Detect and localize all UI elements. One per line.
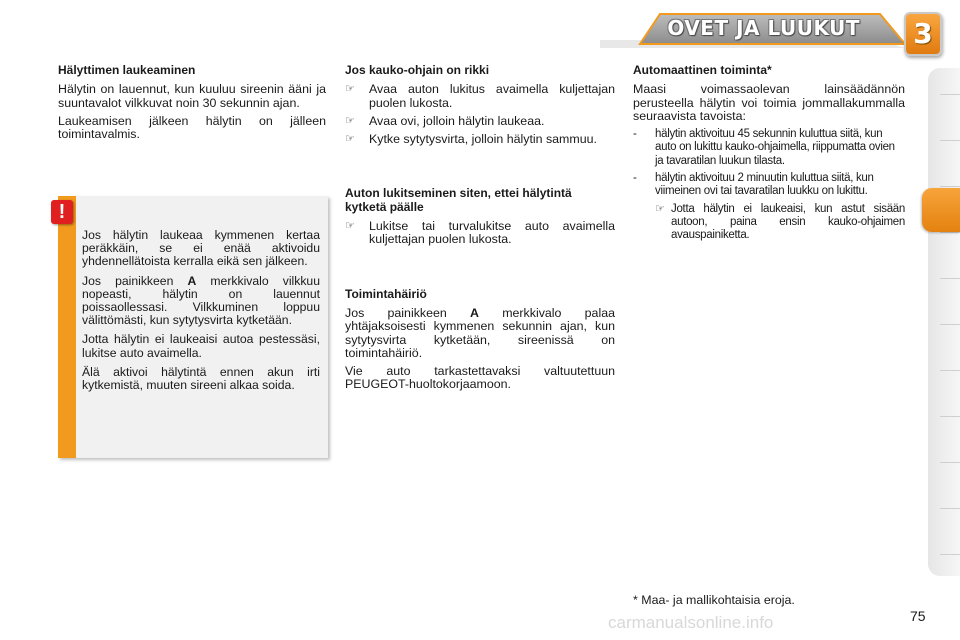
alarm-ready-paragraph: Laukeamisen jälkeen hälytin on jälleen toimintavalmis.	[58, 113, 326, 142]
alarm-triggered-paragraph: Hälytin on lauennut, kun kuuluu sireenin ääni ja suuntavalot vilkkuvat noin 30 sekunnin ajan.	[58, 82, 326, 110]
text-span: Jos painikkeen	[345, 305, 471, 320]
spacer	[345, 252, 615, 288]
list-item-text: Avaa ovi, jolloin hälytin laukeaa.	[369, 113, 545, 128]
tab-divider	[940, 186, 960, 187]
column-3	[633, 64, 905, 248]
button-a-label: A	[187, 273, 197, 288]
section-title: OVET JA LUUKUT	[667, 16, 860, 40]
list-item	[345, 115, 615, 128]
warning-icon: !	[51, 200, 73, 224]
text-span: merkkivalo palaa yhtäjaksoisesti kymmenen sekunnin ajan, kun sytytysvirta kytketään, sireenissä on toimintahäiriö.	[345, 305, 615, 360]
tab-active-chapter-3[interactable]	[922, 188, 960, 232]
service-paragraph: Vie auto tarkastettavaksi valtuutettuun PEUGEOT-huoltokorjaamoon.	[345, 364, 615, 392]
pointing-hand-icon: ☞	[345, 114, 355, 127]
pointing-hand-icon: ☞	[345, 133, 355, 146]
tab-divider	[940, 462, 960, 463]
text-span: Jos painikkeen	[82, 273, 188, 288]
malfunction-paragraph	[345, 307, 615, 360]
warning-paragraph-1: Jos hälytin laukeaa kymmenen kertaa peräkkäin, se ei enää aktivoidu yhdennellätoista kerralla eikä sen jälkeen.	[82, 228, 320, 269]
footnote: * Maa- ja mallikohtaisia eroja.	[633, 593, 795, 607]
list-item	[345, 133, 615, 146]
warning-paragraph-4: Älä aktivoi hälytintä ennen akun irti kytkemistä, muuten sireeni alkaa soida.	[82, 364, 320, 393]
list-item-text: hälytin aktivoituu 2 minuutin kuluttua siitä, kun viimeinen ovi tai tavaratilan luukku on lukittu.	[655, 172, 874, 198]
tab-divider	[940, 416, 960, 417]
button-a-label: A	[470, 305, 479, 320]
automatic-intro-paragraph: Maasi voimassaolevan lainsäädännön perusteella hälytin voi toimia jommallakummalla seuraavista tavoista:	[633, 82, 905, 123]
list-item	[345, 83, 615, 110]
watermark: carmanualsonline.info	[608, 613, 774, 632]
list-item-text: Avaa auton lukitus avaimella kuljettajan puolen lukosta.	[369, 82, 615, 110]
warning-box	[58, 196, 328, 458]
list-item	[633, 128, 905, 168]
warning-paragraph-3: Jotta hälytin ei laukeaisi autoa pestessäsi, lukitse auto avaimella.	[82, 332, 320, 360]
list-item	[633, 172, 905, 199]
tab-divider	[940, 370, 960, 371]
column-1	[58, 64, 326, 146]
dash-marker: -	[633, 128, 637, 141]
chapter-badge: 3	[904, 12, 942, 56]
list-item-text: hälytin aktivoituu 45 sekunnin kuluttua siitä, kun auto on lukittu kauko-ohjaimella, riippumatta ovien ja tavaratilan luukun tilasta.	[655, 128, 895, 167]
note-text: Jotta hälytin ei laukeaisi, kun astut sisään autoon, paina ensin kauko-ohjaimen avauspainiketta.	[671, 202, 905, 242]
page-header	[0, 0, 960, 62]
page-number: 75	[910, 608, 926, 624]
tab-divider	[940, 324, 960, 325]
pointing-hand-icon: ☞	[345, 220, 355, 233]
chapter-tabs	[928, 68, 960, 576]
pointing-hand-icon: ☞	[655, 202, 665, 215]
list-item-text: Kytke sytytysvirta, jolloin hälytin sammuu.	[369, 132, 597, 147]
malfunction-heading: Toimintahäiriö	[345, 286, 427, 301]
text-span: merkkivalo vilkkuu nopeasti, hälytin on lauennut poissaollessasi. Vilkkuminen loppuu välittömästi, kun sytytysvirta kytketään.	[82, 273, 320, 328]
pointing-hand-icon: ☞	[345, 83, 355, 96]
lock-without-alarm-heading: Auton lukitseminen siten, ettei hälytintä kytketä päälle	[345, 186, 572, 214]
list-item	[345, 220, 615, 247]
list-item-text: Lukitse tai turvalukitse auto avaimella kuljettajan puolen lukosta.	[369, 219, 615, 247]
warning-paragraph-2	[82, 275, 320, 328]
alarm-triggered-heading: Hälyttimen laukeaminen	[58, 63, 196, 77]
tab-divider	[940, 232, 960, 233]
automatic-operation-heading: Automaattinen toiminta*	[633, 63, 772, 77]
note-item	[633, 203, 905, 243]
warning-text	[82, 229, 320, 398]
tab-divider	[940, 554, 960, 555]
tab-divider	[940, 140, 960, 141]
spacer	[345, 151, 615, 187]
remote-broken-heading: Jos kauko-ohjain on rikki	[345, 63, 490, 77]
dash-marker: -	[633, 172, 637, 185]
tab-divider	[940, 278, 960, 279]
column-2	[345, 64, 615, 397]
tab-divider	[940, 508, 960, 509]
warning-strip	[58, 196, 76, 458]
tab-divider	[940, 94, 960, 95]
